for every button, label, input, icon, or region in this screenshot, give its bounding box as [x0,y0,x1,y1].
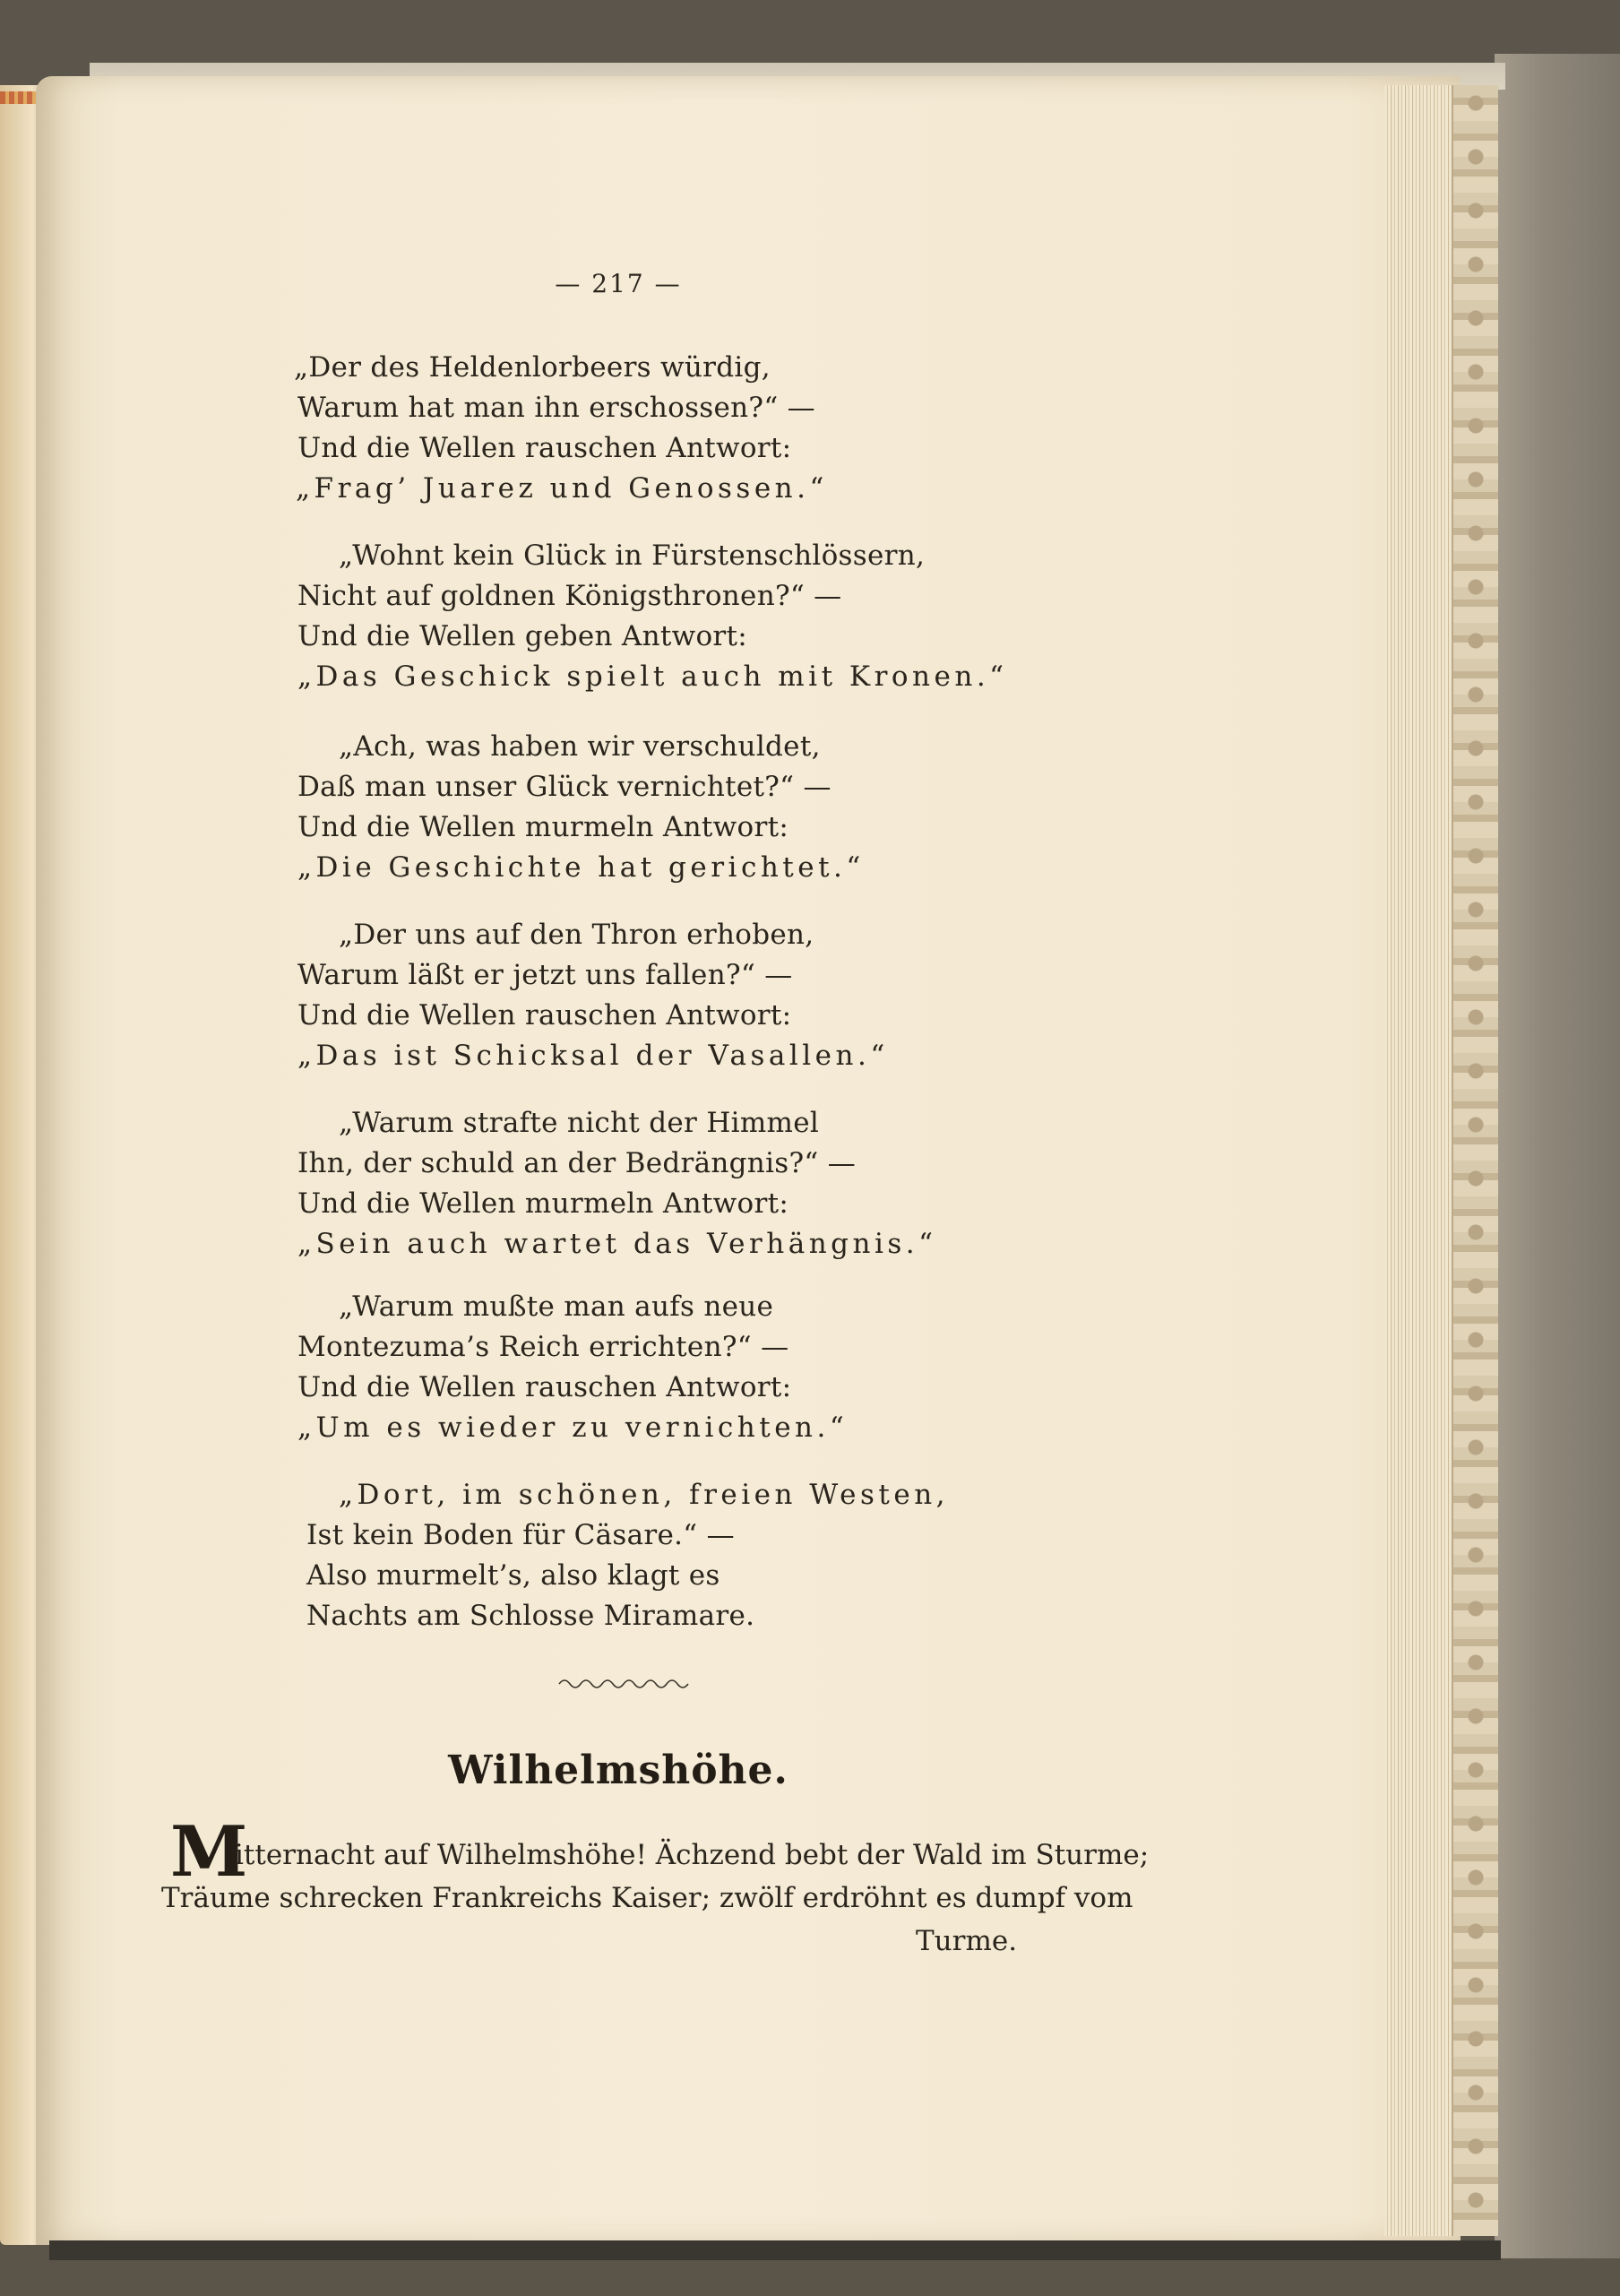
verse-line: Warum hat man ihn erschossen?“ — [297,392,815,424]
verse-line: „Um es wieder zu vernichten.“ [297,1411,849,1444]
book-cover-right [1495,54,1620,2258]
poem-line: Turme. [916,1925,1018,1957]
verse-line: „Der des Heldenlorbeers würdig, [294,351,771,384]
verse-line: Nicht auf goldnen Königsthronen?“ — [297,580,842,612]
page-number: — 217 — [555,269,682,298]
verse-line: „Die Geschichte hat gerichtet.“ [297,851,865,884]
verse-line: Und die Wellen geben Antwort: [297,620,748,652]
verse-line: Ihn, der schuld an der Bedrängnis?“ — [297,1147,857,1179]
verse-line: „Sein auch wartet das Verhängnis.“ [297,1228,937,1260]
verse-line: Und die Wellen murmeln Antwort: [297,811,789,843]
ornament-divider [557,1676,692,1692]
verse-line: „Frag’ Juarez und Genossen.“ [296,472,828,505]
drop-cap: M [170,1811,248,1893]
verse-line: Also murmelt’s, also klagt es [306,1559,720,1592]
poem-line: Träume schrecken Frankreichs Kaiser; zwölf erdröhnt es dumpf vom [161,1882,1133,1914]
verse-line: Und die Wellen rauschen Antwort: [297,999,792,1031]
verse-line: „Dort, im schönen, freien Westen, [339,1479,950,1511]
page-edges [1384,85,1456,2236]
verse-line: „Das ist Schicksal der Vasallen.“ [297,1040,889,1072]
verse-line: „Das Geschick spielt auch mit Kronen.“ [297,660,1008,693]
verse-line: „Warum strafte nicht der Himmel [339,1107,820,1139]
poem-title: Wilhelmshöhe. [448,1748,788,1793]
verse-line: Ist kein Boden für Cäsare.“ — [306,1519,735,1551]
verse-line: Warum läßt er jetzt uns fallen?“ — [297,959,793,991]
verse-line: Und die Wellen murmeln Antwort: [297,1187,789,1220]
book-cover-bottom [49,2240,1501,2260]
verse-line: „Warum mußte man aufs neue [339,1290,774,1323]
verse-line: „Wohnt kein Glück in Fürstenschlössern, [339,539,926,572]
decorative-cover-edge [1452,85,1498,2236]
verse-line: „Der uns auf den Thron erhoben, [339,919,814,951]
verse-line: Und die Wellen rauschen Antwort: [297,432,792,464]
verse-line: Und die Wellen rauschen Antwort: [297,1371,792,1403]
verse-line: Nachts am Schlosse Miramare. [306,1600,755,1632]
verse-line: „Ach, was haben wir verschuldet, [339,730,821,763]
verse-line: Montezuma’s Reich errichten?“ — [297,1331,789,1363]
poem-line: itternacht auf Wilhelmshöhe! Ächzend bebt der Wald im Sturme; [235,1839,1150,1871]
verse-line: Daß man unser Glück vernichtet?“ — [297,771,832,803]
